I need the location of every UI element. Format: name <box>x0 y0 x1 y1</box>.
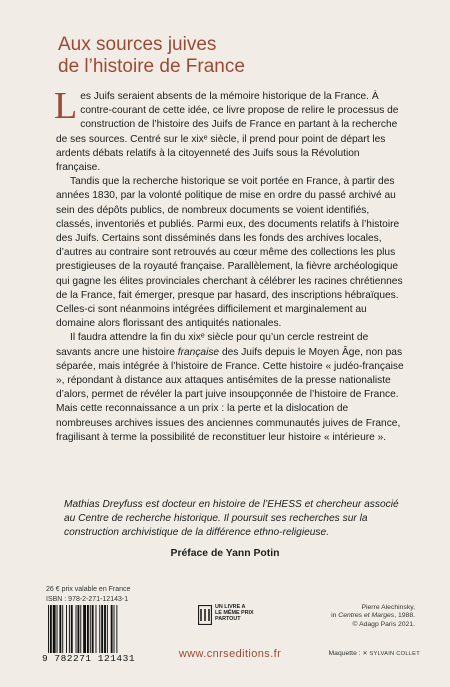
barcode-bar <box>83 605 86 653</box>
barcode-bar <box>104 605 106 653</box>
paragraph-1-text: es Juifs seraient absents de la mémoire historique de la France. À contre-courant de cette idée, ce livre propose de relire le processus de construction de l’histoire des Juifs de France en partant à la recherche de ses sources. Centré sur le xixᵉ siècle, il prend pour point de départ les ardents débats relatifs à la citoyenneté des Juifs sous la Révolution française. <box>56 91 399 174</box>
barcode-bar <box>99 605 100 653</box>
logo-line-1: UN LIVRE A <box>215 604 246 610</box>
credit-suffix: , 1988. <box>394 612 415 620</box>
barcode-bar <box>96 605 97 653</box>
barcode-bar <box>71 605 73 653</box>
credit-line-2 <box>305 612 415 620</box>
barcode-bar <box>50 605 52 653</box>
logo-line-2: LE MÊME PRIX <box>215 610 254 617</box>
preface-credit: Préface de Yann Potin <box>170 548 280 559</box>
barcode-bar <box>57 605 58 653</box>
barcode-bar <box>48 605 49 653</box>
price-line: 26 € prix valable en France <box>46 586 131 593</box>
barcode-bar <box>77 605 79 653</box>
summary-text <box>54 85 406 445</box>
cover-title <box>58 34 418 78</box>
price-block <box>46 585 130 605</box>
logo-line-3: PARTOUT <box>215 616 241 623</box>
book-logo-icon <box>198 605 212 625</box>
barcode-digits: 9 782271 121431 <box>42 653 136 664</box>
title-line-1: Aux sources juives <box>58 34 217 55</box>
barcode-bar <box>59 605 61 653</box>
barcode-bar <box>80 605 81 653</box>
maquette-label: Maquette : <box>328 650 363 657</box>
barcode-bar <box>90 605 91 653</box>
barcode-bar <box>62 605 63 653</box>
barcode-bar <box>101 605 103 653</box>
publisher-website[interactable]: www.cnrseditions.fr <box>178 648 282 660</box>
paragraph-3-part-a: Il faudra attendre la fin du xixᵉ siècle pour qu’un cercle restreint de savants ancre une histoire <box>56 332 369 358</box>
logo-text <box>215 604 254 623</box>
isbn-line: ISBN : 978-2-271-12143-1 <box>46 596 129 603</box>
barcode-bar <box>107 605 108 653</box>
barcode-bar <box>116 605 117 653</box>
barcode-bar <box>111 605 113 653</box>
design-credit <box>300 650 420 657</box>
paragraph-1 <box>54 85 406 175</box>
credit-line-1: Pierre Alechinsky, <box>361 604 415 611</box>
barcode-bar <box>69 605 70 653</box>
barcode-bar <box>92 605 94 653</box>
paragraph-2: Tandis que la recherche historique se voit portée en France, à partir des années 1830, par la volonté politique de mise en ordre du passé archivé au sein des dépôts publics, de nombreux documents se voient identifiés, classés, inventoriés et publiés. Parmi eux, des documents relatifs à l’histoire des Juifs. Certains sont disséminés dans les fonds des archives locales, d’autres au contraire sont retrouvés au cœur même des collections les plus prestigieuses de la royauté française. Parallèlement, la fièvre archéologique qui gagne les élites provinciales cherchant à célébrer les racines chrétiennes de la France, fait émerger, presque par hasard, des inscriptions hébraïques. Celles-ci sont néanmoins intégrées difficilement et marginalement au domaine alors florissant des antiquités nationales. <box>56 176 403 330</box>
barcode-bar <box>114 605 115 653</box>
paragraph-3 <box>56 331 406 445</box>
credit-line-3: © Adagp Paris 2021. <box>352 620 415 628</box>
fixed-price-logo <box>198 603 258 629</box>
drop-cap: L <box>54 85 78 127</box>
barcode-bar <box>66 605 67 653</box>
paragraph-3-italic: française <box>177 346 220 358</box>
paragraph-3-part-b: des Juifs depuis le Moyen Âge, non pas séparée, mais intégrée à l’histoire de France. Cette histoire « judéo-française », répondant à distance aux attaques antisémites de la presse nationaliste d’alors, permet de révéler la part juive insoupçonnée de l’histoire de France. Mais cette reconnaissance a un prix : la perte et la dislocation de nombreuses archives issues des anciennes communautés juives de France, fragilisant à terme la possibilité de reconstituer leur histoire « intérieure ». <box>56 346 404 443</box>
image-credits <box>305 604 415 629</box>
barcode-bar <box>87 605 89 653</box>
title-line-2: de l’histoire de France <box>58 56 245 77</box>
barcode-bar <box>53 605 56 653</box>
barcode-icon <box>46 605 158 653</box>
barcode-bar <box>76 605 77 653</box>
credit-italic: Centres et Marges <box>338 612 395 620</box>
author-bio: Mathias Dreyfuss est docteur en histoire de l’EHESS et chercheur associé au Centre de recherche historique. Il poursuit ses recherches sur la construction archivistique de la différence ethno-religieuse. <box>64 499 399 539</box>
credit-prefix: in <box>331 612 339 620</box>
maquette-brand: ✕ SYLVAIN COLLET <box>362 651 420 657</box>
